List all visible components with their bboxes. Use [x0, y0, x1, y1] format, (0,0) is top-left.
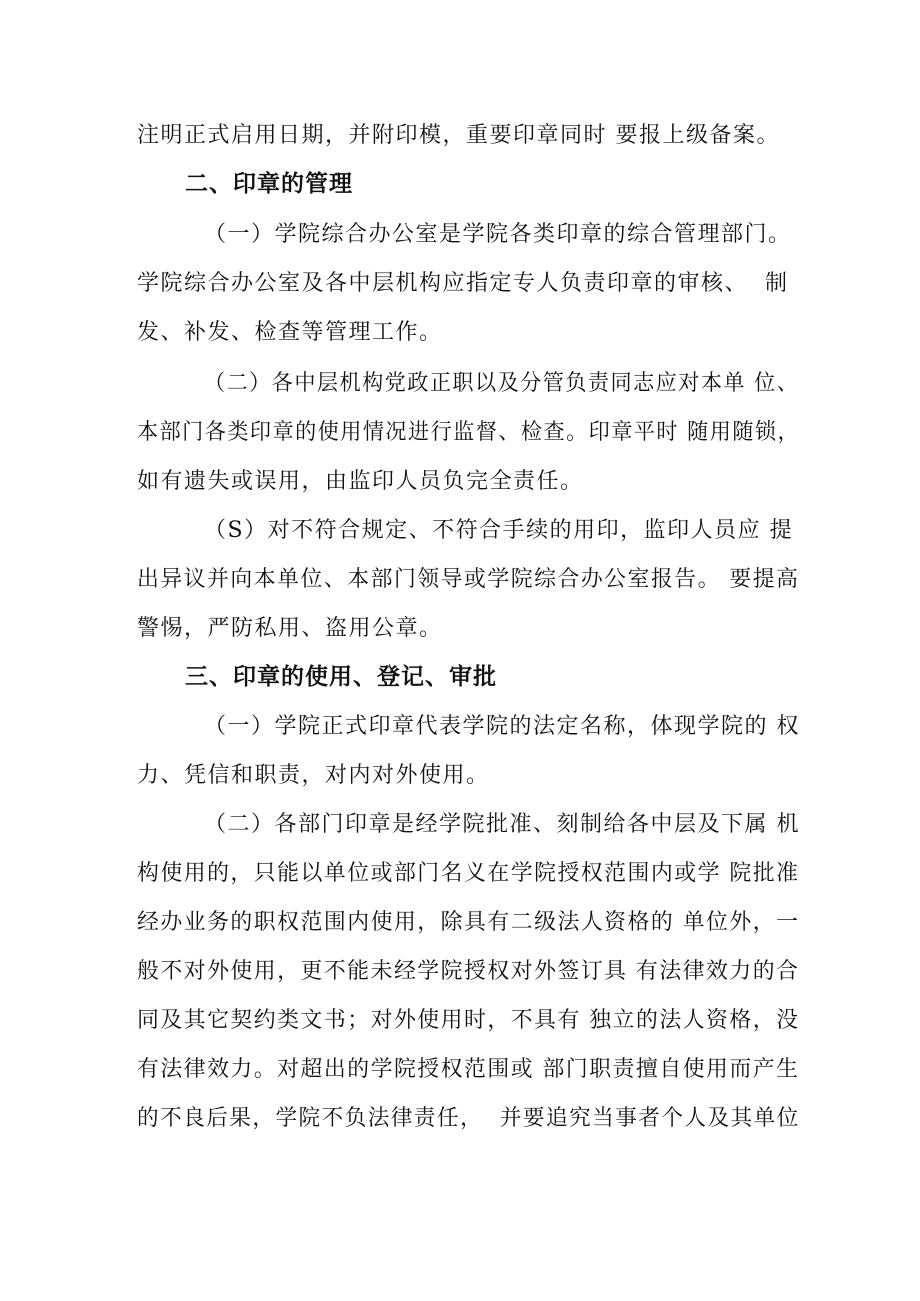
body-text-line: 经办业务的职权范围内使用，除具有二级法人资格的 单位外，一 — [137, 910, 800, 935]
paragraph-start-line: （二）各中层机构党政正职以及分管负责同志应对本单 位、 — [204, 371, 800, 396]
body-text-line: 如有遗失或误用，由监印人员负完全责任。 — [137, 469, 584, 494]
body-text-line: 出异议并向本单位、本部门领导或学院综合办公室报告。 要提高 — [137, 567, 800, 592]
body-text-line: 般不对外使用，更不能未经学院授权对外签订具 有法律效力的合 — [137, 959, 800, 984]
paragraph-start-line: （二）各部门印章是经学院批准、刻制给各中层及下属 机 — [204, 812, 800, 837]
body-text-line: 力、凭信和职责，对内对外使用。 — [137, 763, 490, 788]
section-heading: 二、印章的管理 — [185, 171, 353, 197]
body-text-line: 有法律效力。对超出的学院授权范围或 部门职责擅自使用而产生 — [137, 1057, 800, 1082]
section-heading: 三、印章的使用、登记、审批 — [185, 664, 497, 690]
body-text-line: 的不良后果，学院不负法律责任， 并要追究当事者个人及其单位 — [137, 1106, 800, 1131]
body-text-line: 构使用的，只能以单位或部门名义在学院授权范围内或学 院批准 — [137, 861, 800, 886]
body-text-line: 同及其它契约类文书；对外使用时，不具有 独立的法人资格，没 — [137, 1008, 800, 1033]
paragraph-start-line: （S）对不符合规定、不符合手续的用印，监印人员应 提 — [204, 518, 794, 543]
paragraph-start-line: （一）学院正式印章代表学院的法定名称，体现学院的 权 — [204, 714, 800, 739]
body-text-line: 本部门各类印章的使用情况进行监督、检查。印章平时 随用随锁， — [137, 420, 801, 445]
paragraph-start-line: （一）学院综合办公室是学院各类印章的综合管理部门。 — [204, 222, 792, 247]
body-text-line: 发、补发、检查等管理工作。 — [137, 320, 443, 345]
body-text-line: 注明正式启用日期，并附印模，重要印章同时 要报上级备案。 — [137, 123, 780, 148]
body-text-line: 学院综合办公室及各中层机构应指定专人负责印章的审核、 制 — [137, 271, 789, 296]
body-text-line: 警惕，严防私用、盗用公章。 — [137, 616, 443, 641]
